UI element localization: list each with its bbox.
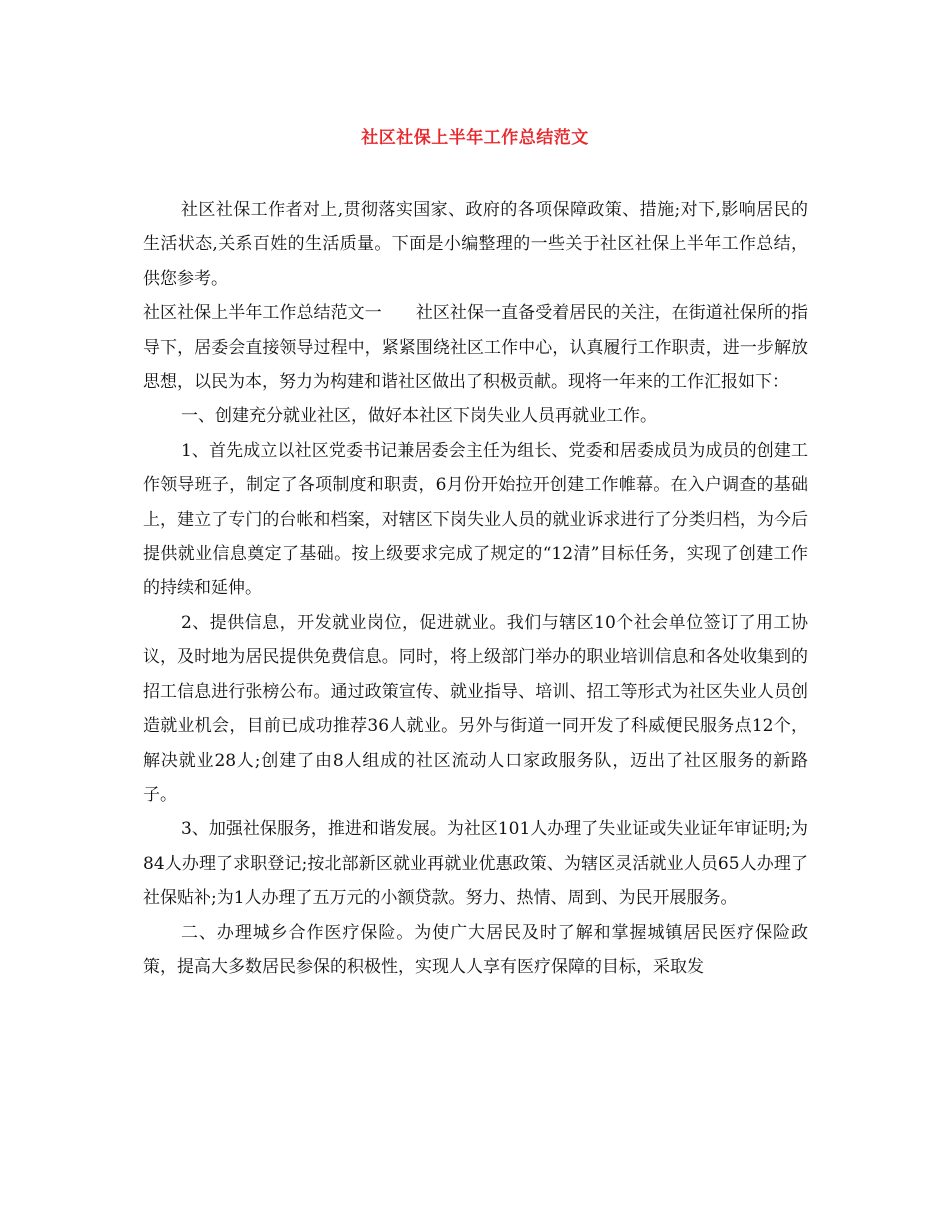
section-text: 社区社保一直备受着居民的关注，在街道社保所的指导下，居委会直接领导过程中，紧紧围绕社区工作中心，认真履行工作职责，进一步解放思想，以民为本，努力为构建和谐社区做出了积极贡献。现将一年来的工作汇报如下：: [143, 303, 809, 393]
section-heading: 社区社保上半年工作总结范文一: [143, 303, 382, 324]
document-title: 社区社保上半年工作总结范文: [361, 128, 589, 148]
section-paragraph: [143, 296, 808, 399]
body-paragraph-heading-2: 二、办理城乡合作医疗保险。为使广大居民及时了解和掌握城镇居民医疗保险政策，提高大多数居民参保的积极性，实现人人享有医疗保障的目标，采取发: [143, 922, 808, 977]
intro-paragraph: 社区社保工作者对上,贯彻落实国家、政府的各项保障政策、措施;对下,影响居民的生活状态,关系百姓的生活质量。下面是小编整理的一些关于社区社保上半年工作总结，供您参考。: [143, 200, 808, 289]
body-paragraph-2: 2、提供信息，开发就业岗位，促进就业。我们与辖区10个社会单位签订了用工协议，及时地为居民提供免费信息。同时，将上级部门举办的职业培训信息和各处收集到的招工信息进行张榜公布。通过政策宣传、就业指导、培训、招工等形式为社区失业人员创造就业机会，目前已成功推荐36人就业。另外与街道一同开发了科威便民服务点12个，解决就业28人;创建了由8人组成的社区流动人口家政服务队，迈出了社区服务的新路子。: [143, 612, 808, 805]
body-paragraph-1: 1、首先成立以社区党委书记兼居委会主任为组长、党委和居委成员为成员的创建工作领导班子，制定了各项制度和职责，6月份开始拉开创建工作帷幕。在入户调查的基础上，建立了专门的台帐和档案，对辖区下岗失业人员的就业诉求进行了分类归档，为今后提供就业信息奠定了基础。按上级要求完成了规定的“12清”目标任务，实现了创建工作的持续和延伸。: [143, 440, 808, 599]
body-paragraph-3: 3、加强社保服务，推进和谐发展。为社区101人办理了失业证或失业证年审证明;为84人办理了求职登记;按北部新区就业再就业优惠政策、为辖区灵活就业人员65人办理了社保贴补;为1人办理了五万元的小额贷款。努力、热情、周到、为民开展服务。: [143, 819, 808, 909]
document-body: [143, 193, 808, 984]
body-paragraph-heading-1: 一、创建充分就业社区，做好本社区下岗失业人员再就业工作。: [181, 406, 657, 427]
